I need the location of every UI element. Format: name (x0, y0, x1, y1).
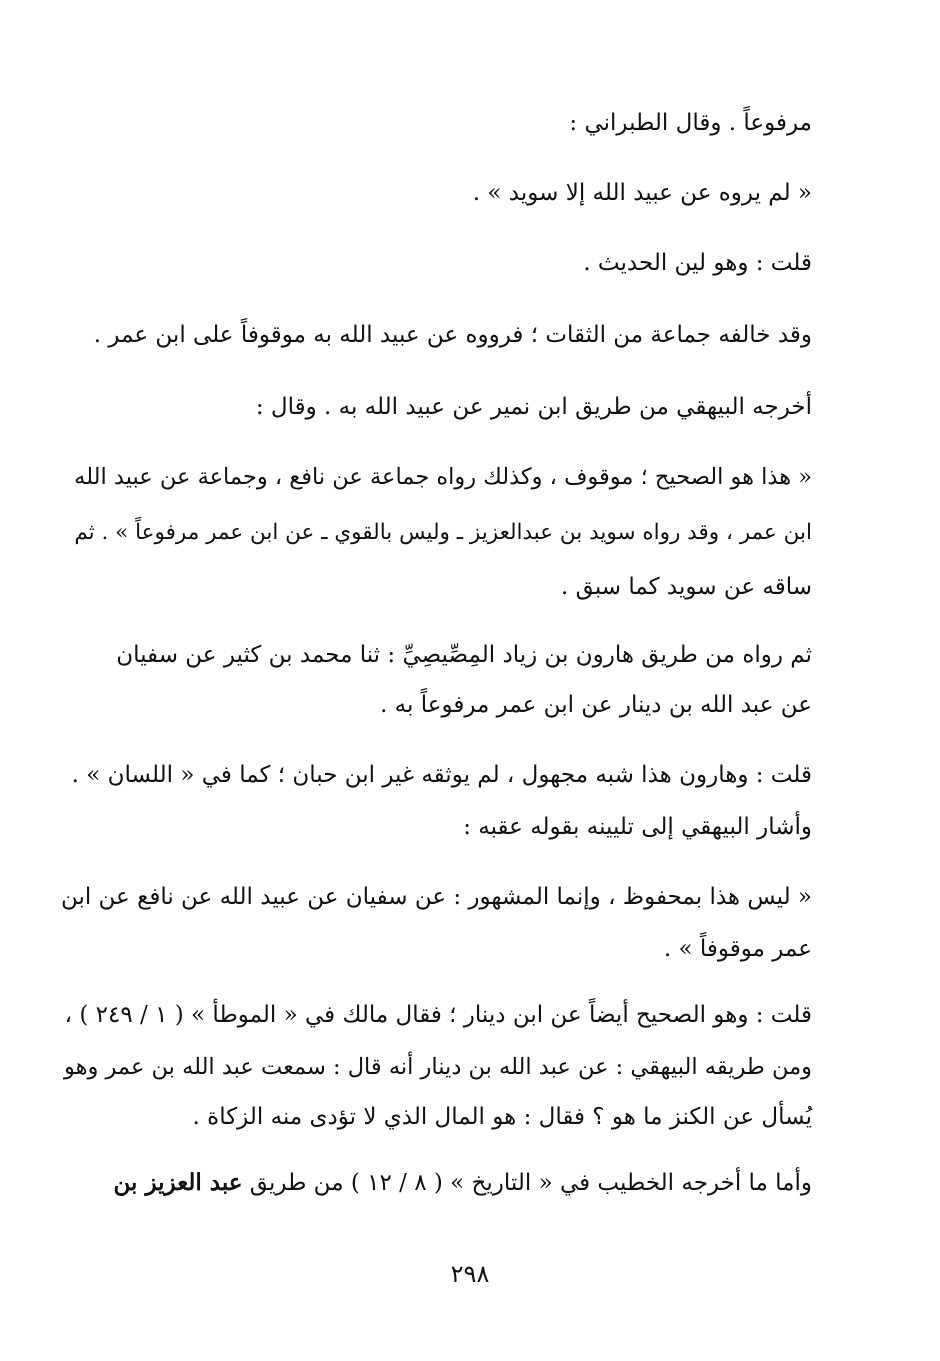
text-line: ساقه عن سويد كما سبق . (561, 574, 812, 600)
text-line: « ليس هذا بمحفوظ ، وإنما المشهور : عن سفيان عن عبيد الله عن نافع عن ابن (60, 884, 812, 910)
text-line (114, 1168, 812, 1198)
text-line: « هذا هو الصحيح ؛ موقوف ، وكذلك رواه جماعة عن نافع ، وجماعة عن عبيد الله (74, 464, 812, 490)
text-line: ثم رواه من طريق هارون بن زياد المِصِّيصِيِّ : ثنا محمد بن كثير عن سفيان (116, 642, 812, 668)
bold-name: عبد العزيز بن (113, 1169, 243, 1196)
text-line: وأشار البيهقي إلى تليينه بقوله عقبه : (463, 814, 812, 840)
text-line: وقد خالفه جماعة من الثقات ؛ فرووه عن عبيد الله به موقوفاً على ابن عمر . (93, 322, 812, 348)
text-line: قلت : وهو لين الحديث . (583, 250, 812, 276)
text-line: قلت : وهو الصحيح أيضاً عن ابن دينار ؛ فقال مالك في « الموطأ » ( ١ / ٢٤٩ ) ، (64, 1002, 812, 1028)
text-line: أخرجه البيهقي من طريق ابن نمير عن عبيد الله به . وقال : (255, 394, 812, 420)
text-line: يُسأل عن الكنز ما هو ؟ فقال : هو المال الذي لا تؤدى منه الزكاة . (192, 1104, 812, 1130)
text-line: « لم يروه عن عبيد الله إلا سويد » . (472, 180, 812, 206)
text-line: ابن عمر ، وقد رواه سويد بن عبدالعزيز ـ وليس بالقوي ـ عن ابن عمر مرفوعاً » . ثم (74, 520, 812, 545)
text-line: مرفوعاً . وقال الطبراني : (569, 110, 812, 136)
text-segment: وأما ما أخرجه الخطيب في « التاريخ » ( ٨ / ١٢ ) من طريق (249, 1170, 812, 1196)
text-line: عمر موقوفاً » . (663, 936, 812, 962)
text-line: قلت : وهارون هذا شبه مجهول ، لم يوثقه غير ابن حبان ؛ كما في « اللسان » . (71, 762, 812, 788)
page-number: ٢٩٨ (450, 1260, 490, 1288)
text-line: ومن طريقه البيهقي : عن عبد الله بن دينار أنه قال : سمعت عبد الله بن عمر وهو (64, 1054, 812, 1080)
text-line: عن عبد الله بن دينار عن ابن عمر مرفوعاً به . (380, 692, 812, 718)
